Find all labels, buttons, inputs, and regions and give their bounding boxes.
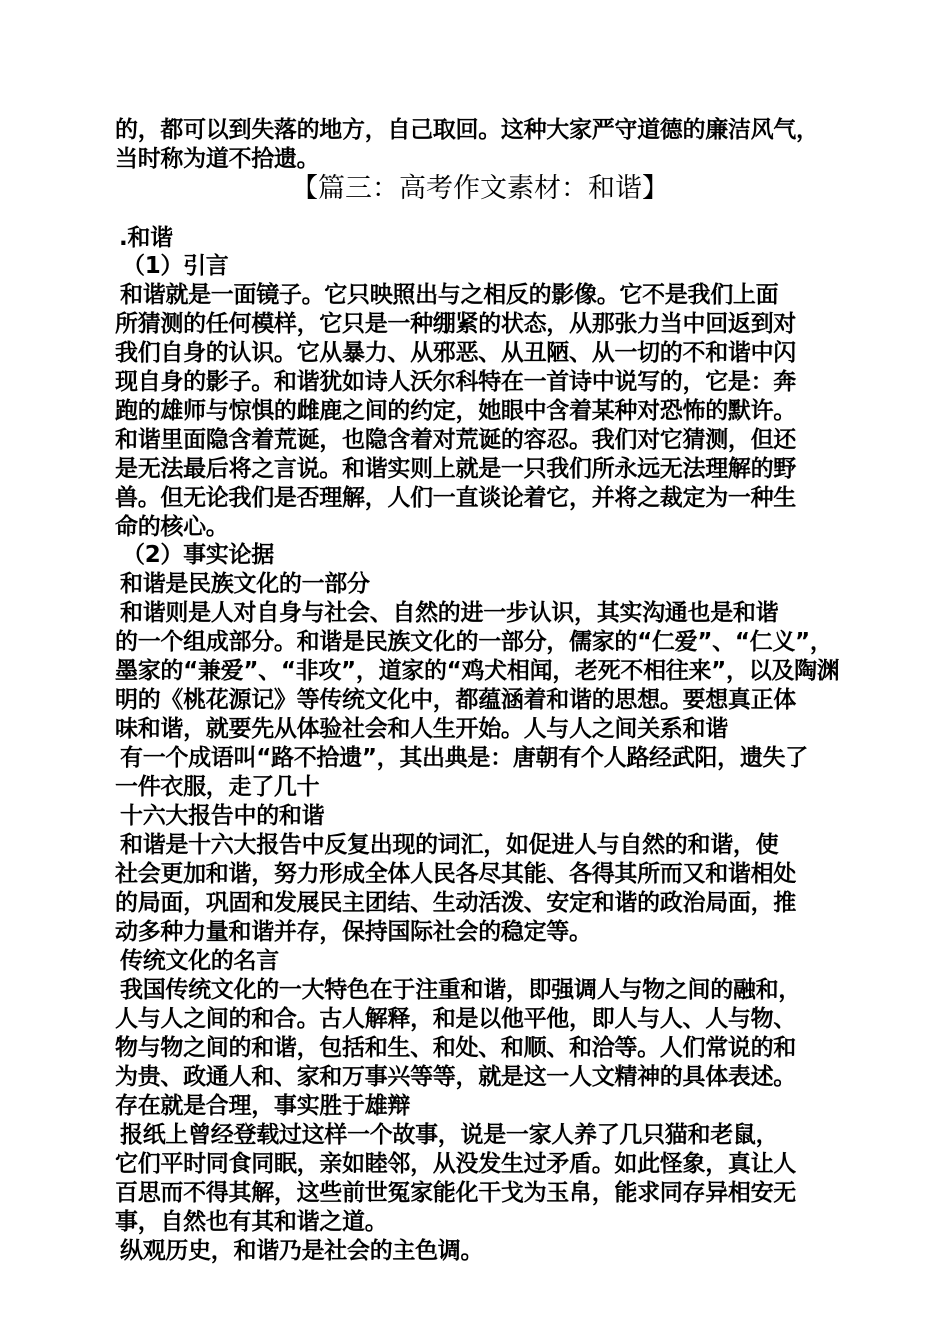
paragraph-line: 的局面，巩固和发展民主团结、生动活泼、安定和谐的政治局面，推 — [115, 890, 797, 916]
paragraph-line: 的一个组成部分。和谐是民族文化的一部分，儒家的“仁爱”、“仁义”， — [115, 629, 833, 655]
paragraph-line: 我们自身的认识。它从暴力、从邪恶、从丑陋、从一切的不和谐中闪 — [115, 340, 797, 366]
intro-line: 当时称为道不拾遗。 — [115, 146, 320, 172]
paragraph-line: 是无法最后将之言说。和谐实则上就是一只我们所永远无法理解的野 — [115, 456, 797, 482]
paragraph-line: 现自身的影子。和谐犹如诗人沃尔科特在一首诗中说写的，它是：奔 — [115, 369, 797, 395]
paragraph-line: 命的核心。 — [115, 514, 229, 540]
topic-heading: 和谐是民族文化的一部分 — [120, 571, 370, 597]
section-title: 【篇三：高考作文素材：和谐】 — [291, 173, 669, 204]
subheading-intro: （1）引言 — [122, 253, 229, 279]
paragraph-line: 墨家的“兼爱”、“非攻”，道家的“鸡犬相闻，老死不相往来”，以及陶渊 — [115, 658, 840, 684]
paragraph-line: 事，自然也有其和谐之道。 — [115, 1209, 388, 1235]
topic-heading: 传统文化的名言 — [120, 948, 279, 974]
paragraph-line: 和谐是十六大报告中反复出现的词汇，如促进人与自然的和谐，使 — [120, 832, 779, 858]
paragraph-line: 百思而不得其解，这些前世冤家能化干戈为玉帛，能求同存异相安无 — [115, 1180, 797, 1206]
paragraph-line: 所猜测的任何模样，它只是一种绷紧的状态，从那张力当中回返到对 — [115, 311, 797, 337]
paragraph-line: 有一个成语叫“路不拾遗”，其出典是：唐朝有个人路经武阳，遗失了 — [120, 745, 808, 771]
topic-heading: 存在就是合理，事实胜于雄辩 — [115, 1093, 411, 1119]
paragraph-line: 和谐则是人对自身与社会、自然的进一步认识，其实沟通也是和谐 — [120, 600, 779, 626]
paragraph-line: 一件衣服，走了几十 — [115, 774, 320, 800]
topic-heading: 十六大报告中的和谐 — [120, 803, 325, 829]
paragraph-line: 明的《桃花源记》等传统文化中，都蕴涵着和谐的思想。要想真正体 — [115, 687, 797, 713]
subheading-facts: （2）事实论据 — [122, 542, 274, 568]
paragraph-line: 报纸上曾经登载过这样一个故事，说是一家人养了几只猫和老鼠， — [120, 1122, 779, 1148]
paragraph-line: 和谐就是一面镜子。它只映照出与之相反的影像。它不是我们上面 — [120, 282, 779, 308]
paragraph-line: 动多种力量和谐并存，保持国际社会的稳定等。 — [115, 919, 592, 945]
paragraph-line: 我国传统文化的一大特色在于注重和谐，即强调人与物之间的融和， — [120, 977, 802, 1003]
paragraph-line: 为贵、政通人和、家和万事兴等等，就是这一人文精神的具体表述。 — [115, 1064, 797, 1090]
paragraph-line: 兽。但无论我们是否理解，人们一直谈论着它，并将之裁定为一种生 — [115, 485, 797, 511]
paragraph-line: 人与人之间的和合。古人解释，和是以他平他，即人与人、人与物、 — [115, 1006, 797, 1032]
intro-line: 的，都可以到失落的地方，自己取回。这种大家严守道德的廉洁风气， — [115, 117, 819, 143]
paragraph-line: 社会更加和谐，努力形成全体人民各尽其能、各得其所而又和谐相处 — [115, 861, 797, 887]
paragraph-line: 物与物之间的和谐，包括和生、和处、和顺、和洽等。人们常说的和 — [115, 1035, 797, 1061]
paragraph-line: 味和谐，就要先从体验社会和人生开始。人与人之间关系和谐 — [115, 716, 728, 742]
heading-harmony: .和谐 — [119, 225, 173, 251]
paragraph-line: 纵观历史，和谐乃是社会的主色调。 — [120, 1238, 484, 1264]
paragraph-line: 跑的雄师与惊惧的雌鹿之间的约定，她眼中含着某种对恐怖的默许。 — [115, 398, 797, 424]
paragraph-line: 和谐里面隐含着荒诞，也隐含着对荒诞的容忍。我们对它猜测，但还 — [115, 427, 797, 453]
paragraph-line: 它们平时同食同眠，亲如睦邻，从没发生过矛盾。如此怪象，真让人 — [115, 1151, 797, 1177]
